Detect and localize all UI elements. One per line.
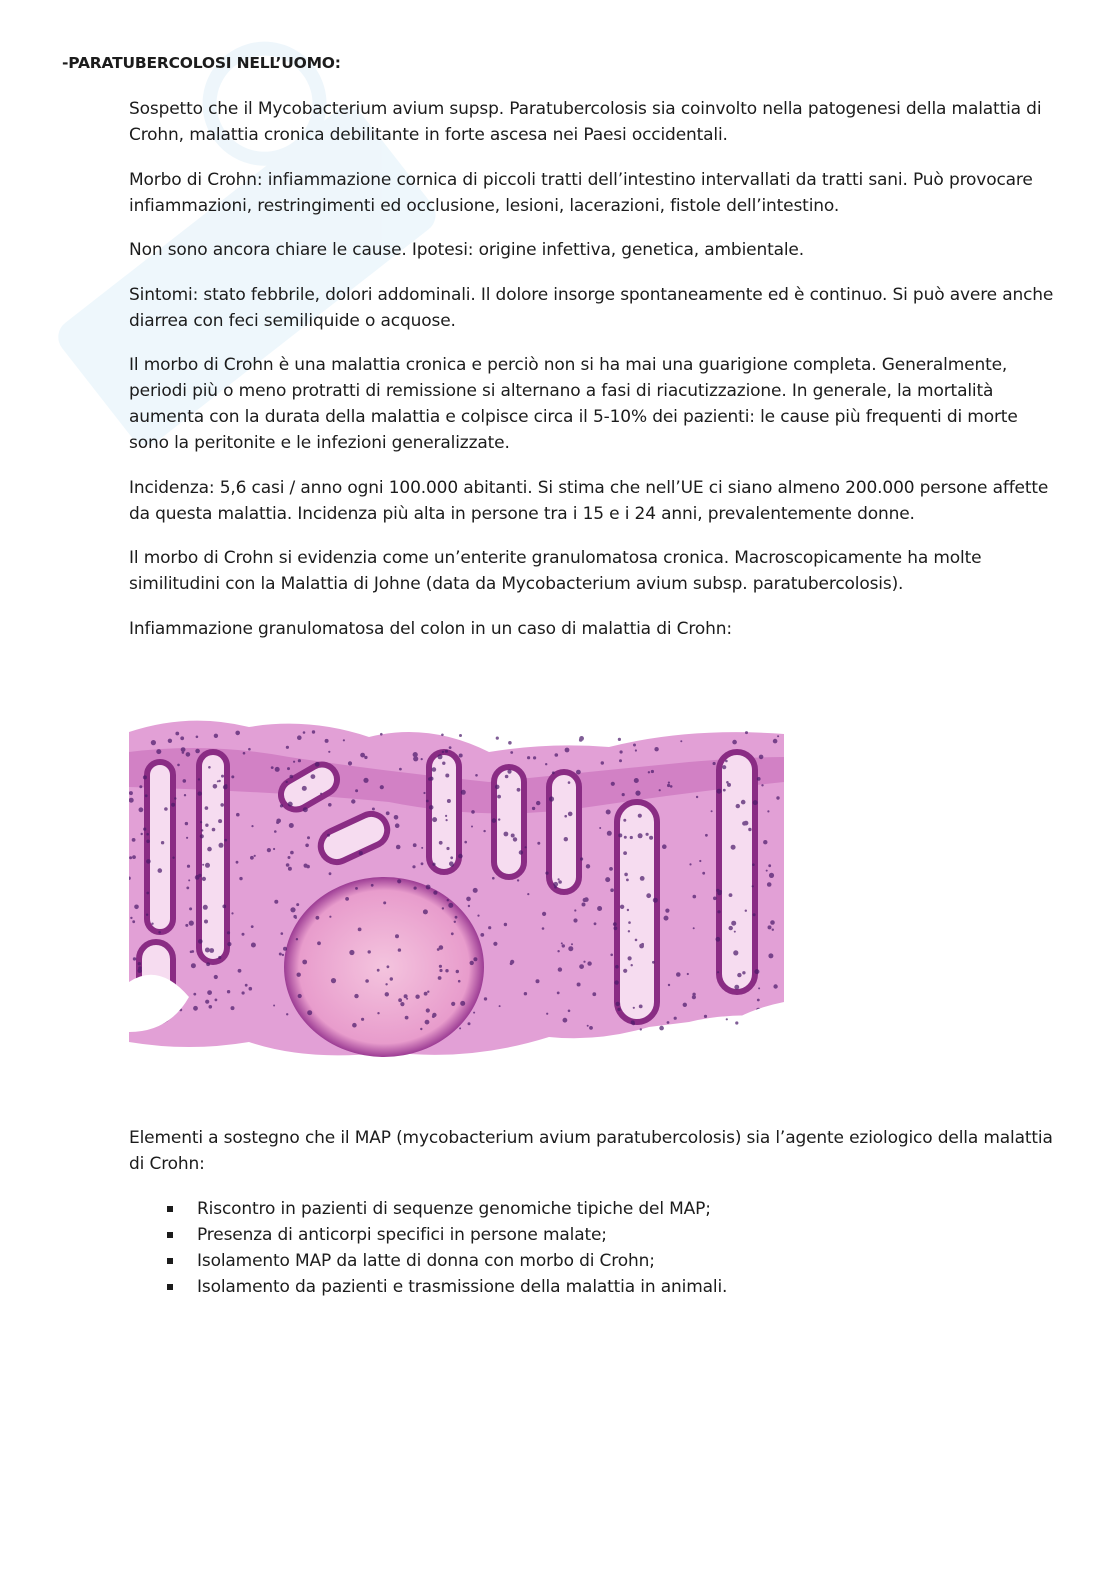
histology-image bbox=[129, 712, 784, 1072]
body-text bbox=[129, 96, 1059, 660]
figure-caption: Infiammazione granulomatosa del colon in un caso di malattia di Crohn: bbox=[129, 618, 732, 639]
bullet-icon bbox=[167, 1232, 173, 1238]
paragraph: Incidenza: 5,6 casi / anno ogni 100.000 abitanti. Si stima che nell’UE ci siano almeno 200.000 persone affette da questa malattia. Incidenza più alta in persone tra i 15 e i 24 anni, prevalentemente donne. bbox=[129, 477, 1049, 524]
paragraph: Non sono ancora chiare le cause. Ipotesi: origine infettiva, genetica, ambientale. bbox=[129, 240, 804, 260]
paragraph: Sintomi: stato febbrile, dolori addominali. Il dolore insorge spontaneamente ed è continuo. Si può avere anche diarrea con feci semiliquide o acquose. bbox=[129, 284, 1054, 331]
list-item bbox=[129, 1196, 1059, 1222]
paragraph: Il morbo di Crohn si evidenzia come un’enterite granulomatosa cronica. Macroscopicamente ha molte similitudini con la Malattia di Johne (data da Mycobacterium avium subsp. paratubercolosis). bbox=[129, 548, 982, 594]
list-item bbox=[129, 1274, 1059, 1300]
paragraph: Il morbo di Crohn è una malattia cronica e perciò non si ha mai una guarigione completa. Generalmente, periodi più o meno protratti di remissione si alternano a fasi di riacutizzazione. In generale, la mortalità aumenta con la durata della malattia e colpisce circa il 5-10% dei pazienti: le cause più frequenti di morte sono la peritonite e le infezioni generalizzate. bbox=[129, 355, 1018, 453]
list-item bbox=[129, 1222, 1059, 1248]
list-item-text: Presenza di anticorpi specifici in persone malate; bbox=[197, 1224, 607, 1245]
evidence-intro: Elementi a sostegno che il MAP (mycobacterium avium paratubercolosis) sia l’agente eziologico della malattia di Crohn: bbox=[129, 1128, 1053, 1174]
paragraph: Morbo di Crohn: infiammazione cornica di piccoli tratti dell’intestino intervallati da tratti sani. Può provocare infiammazioni, restringimenti ed occlusione, lesioni, lacerazioni, fistole dell’intestino. bbox=[129, 169, 1033, 216]
evidence-list bbox=[129, 1196, 1059, 1300]
evidence-section bbox=[129, 1125, 1059, 1300]
list-item-text: Riscontro in pazienti di sequenze genomiche tipiche del MAP; bbox=[197, 1198, 711, 1219]
bullet-icon bbox=[167, 1258, 173, 1264]
page-title: -PARATUBERCOLOSI NELL’UOMO: bbox=[62, 54, 341, 72]
bullet-icon bbox=[167, 1206, 173, 1212]
list-item-text: Isolamento MAP da latte di donna con morbo di Crohn; bbox=[197, 1250, 655, 1271]
list-item bbox=[129, 1248, 1059, 1274]
bullet-icon bbox=[167, 1284, 173, 1290]
list-item-text: Isolamento da pazienti e trasmissione della malattia in animali. bbox=[197, 1276, 728, 1297]
paragraph: Sospetto che il Mycobacterium avium supsp. Paratubercolosis sia coinvolto nella patogenesi della malattia di Crohn, malattia cronica debilitante in forte ascesa nei Paesi occidentali. bbox=[129, 99, 1042, 145]
